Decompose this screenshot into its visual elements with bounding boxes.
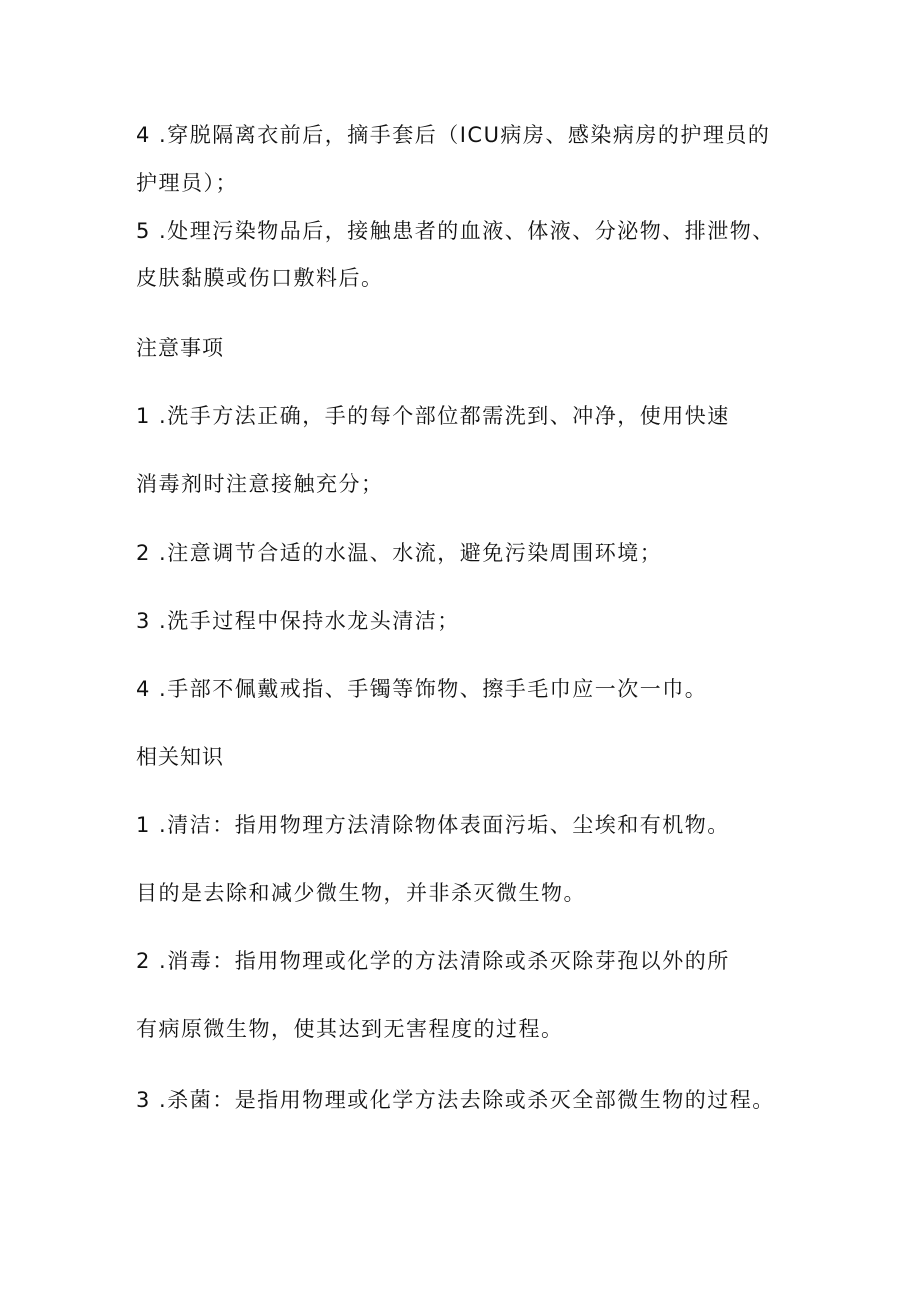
text-line: 3 .杀菌：是指用物理或化学方法去除或杀灭全部微生物的过程。 <box>136 1088 775 1112</box>
text-line: 2 .消毒：指用物理或化学的方法清除或杀灭除芽孢以外的所 <box>136 949 730 973</box>
text-line: 1 .洗手方法正确，手的每个部位都需洗到、冲净，使用快速 <box>136 404 730 428</box>
section-heading-related-knowledge: 相关知识 <box>136 745 224 769</box>
text-line: 消毒剂时注意接触充分； <box>136 472 384 496</box>
text-line: 护理员）； <box>136 171 238 195</box>
text-line: 2 .注意调节合适的水温、水流，避免污染周围环境； <box>136 541 663 565</box>
text-line: 4 .穿脱隔离衣前后，摘手套后（ICU病房、感染病房的护理员的 <box>136 123 771 147</box>
text-line: 目的是去除和减少微生物，并非杀灭微生物。 <box>136 881 586 905</box>
text-line: 4 .手部不佩戴戒指、手镯等饰物、擦手毛巾应一次一巾。 <box>136 677 708 701</box>
text-line: 有病原微生物，使其达到无害程度的过程。 <box>136 1017 564 1041</box>
section-heading-precautions: 注意事项 <box>136 336 224 360</box>
text-line: 1 .清洁：指用物理方法清除物体表面污垢、尘埃和有机物。 <box>136 813 730 837</box>
text-line: 5 .处理污染物品后，接触患者的血液、体液、分泌物、排泄物、 <box>136 219 775 243</box>
text-line: 皮肤黏膜或伤口敷料后。 <box>136 266 384 290</box>
text-line: 3 .洗手过程中保持水龙头清洁； <box>136 609 460 633</box>
